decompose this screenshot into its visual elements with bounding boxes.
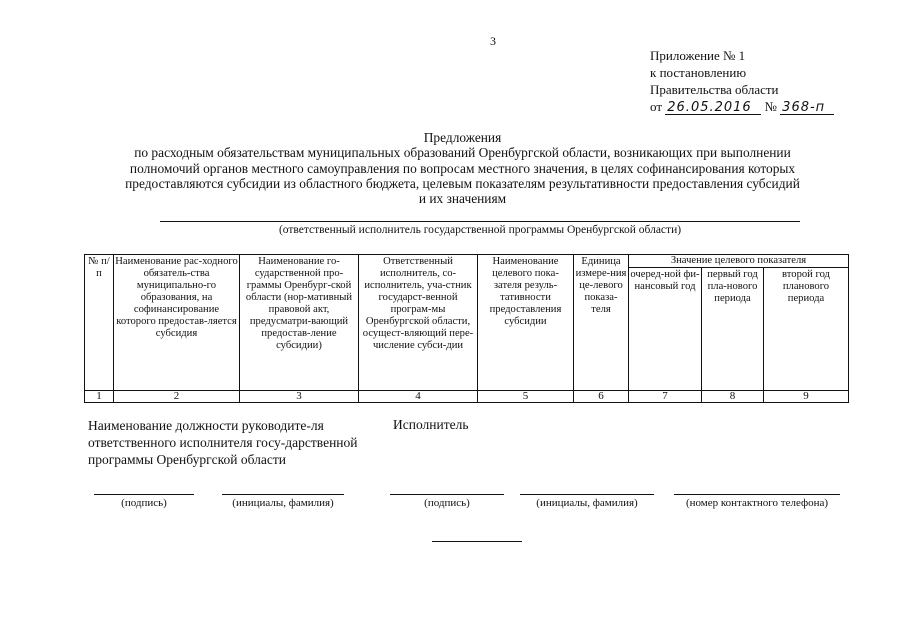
col-number-6: 6 xyxy=(574,391,629,403)
header-first-plan-year: первый год пла-нового периода xyxy=(702,268,764,391)
title-heading: Предложения xyxy=(423,130,502,145)
col-number-3: 3 xyxy=(240,391,359,403)
appendix-line-2: к постановлению xyxy=(650,65,747,80)
appendix-line-1: Приложение № 1 xyxy=(650,48,746,63)
executor-label: Исполнитель xyxy=(393,417,469,432)
header-unit: Единица измере-ния це-левого показа-теля xyxy=(574,255,629,391)
phone-caption: (номер контактного телефона) xyxy=(685,497,829,509)
col-number-8: 8 xyxy=(702,391,764,403)
header-program: Наименование го-сударственной про-граммы Оренбург-ской области (нор-мативный правовой акт, предусматри-вающий предостав-ление субсидии) xyxy=(240,255,359,391)
col-number-1: 1 xyxy=(85,391,114,403)
header-current-year: очеред-ной фи-нансовый год xyxy=(629,268,702,391)
handwritten-date: 26.05.2016 xyxy=(665,101,761,115)
number-label: № xyxy=(764,99,777,114)
header-indicator: Наименование целевого пока-зателя резуль-тативности предоставления субсидии xyxy=(478,255,574,391)
page-number: 3 xyxy=(490,34,496,48)
phone-line xyxy=(674,494,840,495)
col-number-5: 5 xyxy=(478,391,574,403)
executor-initials-caption: (инициалы, фамилия) xyxy=(536,497,638,509)
appendix-block xyxy=(650,47,834,115)
title-body: по расходным обязательствам муниципальных образований Оренбургской области, возникающих при выполнении полномочий органов местного самоуправления по вопросам местного значения, в целях софинансирования которых предоставляются субсидии из областного бюджета, целевым показателям результативности предоставления субсидий и их значениям xyxy=(125,145,800,207)
proposals-table xyxy=(84,254,849,403)
header-second-plan-year: второй год планового периода xyxy=(764,268,849,391)
column-numbers-row xyxy=(85,391,849,403)
executor-signature-caption: (подпись) xyxy=(424,497,470,509)
executor-caption: (ответственный исполнитель государственной программы Оренбургской области) xyxy=(278,224,682,236)
header-obligation: Наименование рас-ходного обязатель-ства муниципально-го образования, на софинансирование которого предостав-ляется субсидия xyxy=(114,255,240,391)
head-signature-caption: (подпись) xyxy=(121,497,167,509)
col-number-4: 4 xyxy=(359,391,478,403)
header-executor: Ответственный исполнитель, со-исполнитель, уча-стник государст-венной програм-мы Оренбургской области, осущест-вляющий пере-числение субси-дии xyxy=(359,255,478,391)
header-row-1 xyxy=(85,255,849,268)
head-initials-caption: (инициалы, фамилия) xyxy=(232,497,334,509)
col-number-7: 7 xyxy=(629,391,702,403)
bottom-separator xyxy=(432,541,522,542)
executor-underline xyxy=(160,221,800,222)
from-label: от xyxy=(650,99,663,114)
handwritten-number: 368-п xyxy=(780,101,834,115)
appendix-line-3: Правительства области xyxy=(650,82,779,97)
head-signature-line xyxy=(94,494,194,495)
document-title xyxy=(120,130,805,206)
executor-signature-line xyxy=(390,494,504,495)
head-position-label: Наименование должности руководите-ля ответственного исполнителя госу-дарственной программы Оренбургской области xyxy=(88,418,358,467)
head-initials-line xyxy=(222,494,344,495)
executor-initials-line xyxy=(520,494,654,495)
appendix-date-line xyxy=(650,98,834,115)
col-number-9: 9 xyxy=(764,391,849,403)
header-num: № п/п xyxy=(85,255,114,391)
header-value-group: Значение целевого показателя xyxy=(629,255,849,268)
col-number-2: 2 xyxy=(114,391,240,403)
